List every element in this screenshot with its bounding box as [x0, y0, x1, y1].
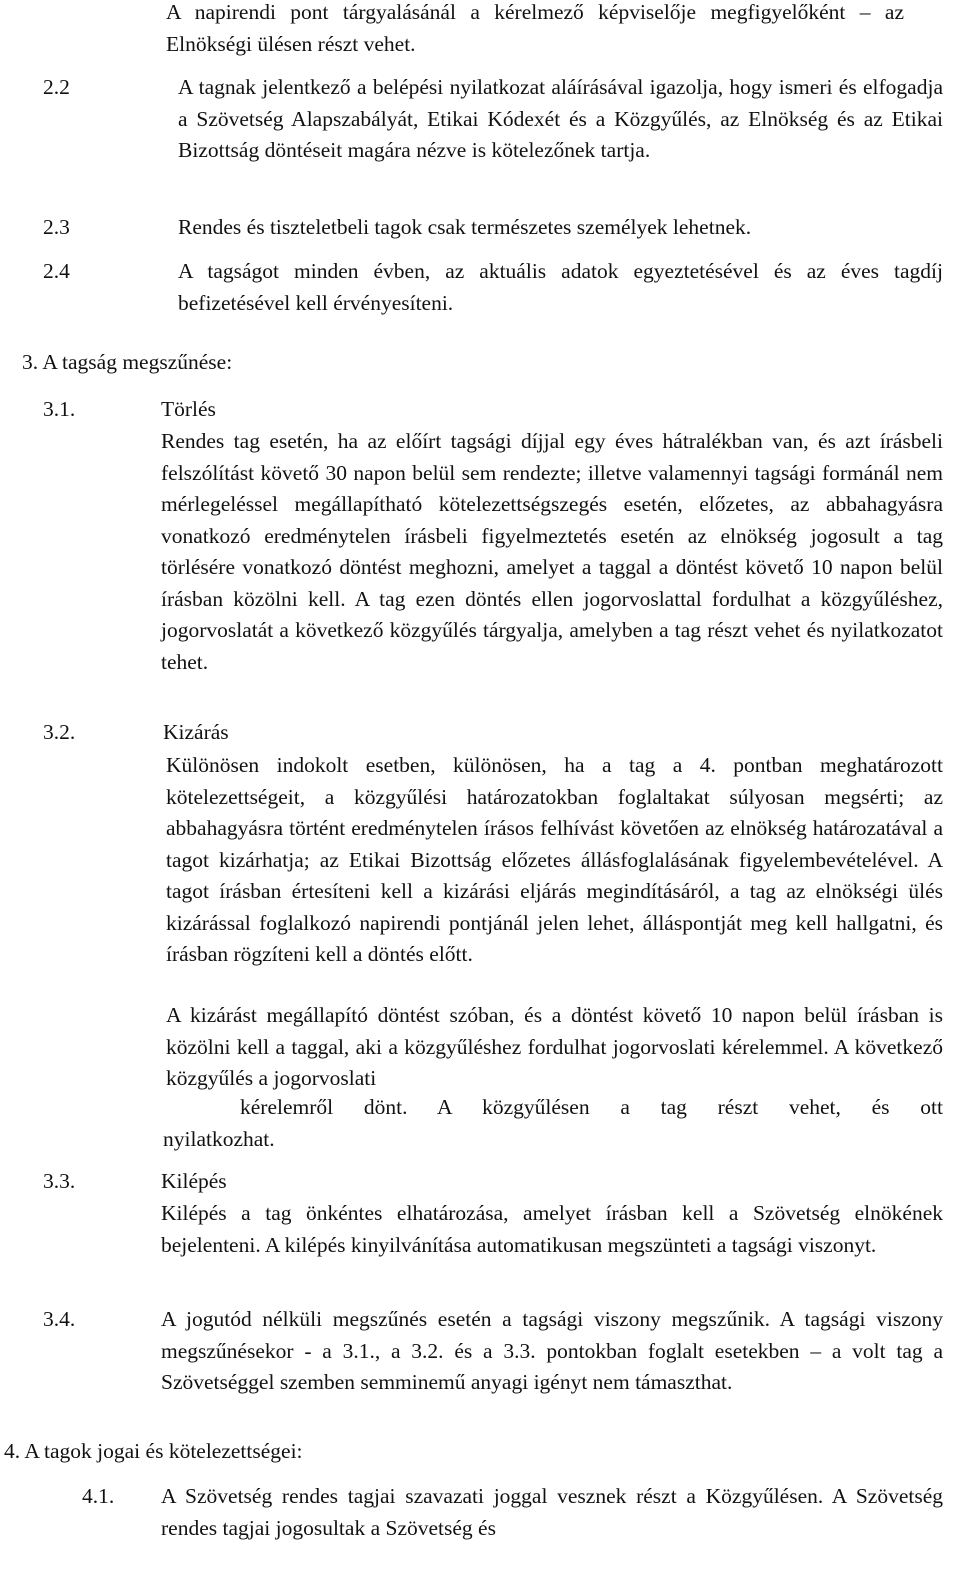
section-3-2-text-4: nyilatkozhat.: [163, 1127, 275, 1151]
section-2-2-number: 2.2: [43, 75, 70, 99]
section-3-4-text: A jogutód nélküli megszűnés esetén a tagsági viszony megszűnik. A tagsági viszony megszűnésekor - a 3.1., a 3.2. és a 3.3. pontokban foglalt esetekben – a volt tag a Szövetséggel szemben semminemű anyagi igényt nem támaszthat.: [161, 1307, 943, 1394]
section-3-2-number: 3.2.: [43, 720, 76, 744]
section-4-1-text: A Szövetség rendes tagjai szavazati joggal vesznek részt a Közgyűlésen. A Szövetség rendes tagjai jogosultak a Szövetség és: [161, 1484, 943, 1540]
section-2-3-number: 2.3: [43, 215, 70, 239]
section-2-4-text: A tagságot minden évben, az aktuális adatok egyeztetésével és az éves tagdíj befizetésével kell érvényesíteni.: [178, 259, 943, 315]
section-2-2-text: A tagnak jelentkező a belépési nyilatkozat aláírásával igazolja, hogy ismeri és elfogadja a Szövetség Alapszabályát, Etikai Kódexét és a Közgyűlés, az Elnökség és az Etikai Bizottság döntéseit magára nézve is kötelezőnek tartja.: [178, 75, 943, 162]
section-3-2-text: Különösen indokolt esetben, különösen, ha a tag a 4. pontban meghatározott kötelezettségeit, a közgyűlési határozatokban foglaltakat súlyosan megsérti; az abbahagyásra történt eredménytelen írásos felhívást követően az elnökség határozatával a tagot kizárhatja; az Etikai Bizottság előzetes állásfoglalásának figyelembevételével. A tagot írásban értesíteni kell a kizárási eljárás megindításáról, a tag az elnökségi ülés kizárással foglalkozó napirendi pontjánál jelen lehet, álláspontját meg kell hallgatni, és írásban rögzíteni kell a döntés előtt.: [166, 753, 943, 966]
paragraph-2-1-tail: A napirendi pont tárgyalásánál a kérelmező képviselője megfigyelőként – az Elnökségi ülésen részt vehet.: [166, 0, 904, 56]
section-3-3-text: Kilépés a tag önkéntes elhatározása, amelyet írásban kell a Szövetség elnökének bejelenteni. A kilépés kinyilvánítása automatikusan megszünteti a tagsági viszonyt.: [161, 1201, 943, 1257]
section-3-2-text-3: kérelemről dönt. A közgyűlésen a tag részt vehet, és ott: [240, 1095, 943, 1119]
section-3-1-title: Törlés: [161, 397, 216, 421]
heading-4: 4. A tagok jogai és kötelezettségei:: [4, 1439, 303, 1463]
section-2-4-number: 2.4: [43, 259, 70, 283]
section-2-3-text: Rendes és tiszteletbeli tagok csak természetes személyek lehetnek.: [178, 215, 752, 239]
section-3-4-number: 3.4.: [43, 1307, 76, 1331]
section-3-2-title: Kizárás: [163, 720, 229, 744]
section-3-3-number: 3.3.: [43, 1169, 76, 1193]
section-4-1-number: 4.1.: [82, 1484, 115, 1508]
section-3-2-text-2: A kizárást megállapító döntést szóban, és a döntést követő 10 napon belül írásban is közölni kell a taggal, aki a közgyűléshez fordulhat jogorvoslati kérelemmel. A következő közgyűlés a jogorvoslati: [166, 1003, 943, 1090]
section-3-3-title: Kilépés: [161, 1169, 227, 1193]
section-3-1-text: Rendes tag esetén, ha az előírt tagsági díjjal egy éves hátralékban van, és azt írásbeli felszólítást követő 30 napon belül sem rendezte; illetve valamennyi tagsági formánál nem mérlegeléssel megállapítható kötelezettségszegés esetén, előzetes, az abbahagyásra vonatkozó eredménytelen írásbeli figyelmeztetés esetén az elnökség jogosult a tag törlésére vonatkozó döntést meghozni, amelyet a taggal a döntést követő 10 napon belül írásban közölni kell. A tag ezen döntés ellen jogorvoslattal fordulhat a közgyűléshez, jogorvoslatát a következő közgyűlés tárgyalja, amelyben a tag részt vehet és nyilatkozatot tehet.: [161, 429, 943, 674]
section-3-1-number: 3.1.: [43, 397, 76, 421]
heading-3: 3. A tagság megszűnése:: [22, 350, 233, 374]
